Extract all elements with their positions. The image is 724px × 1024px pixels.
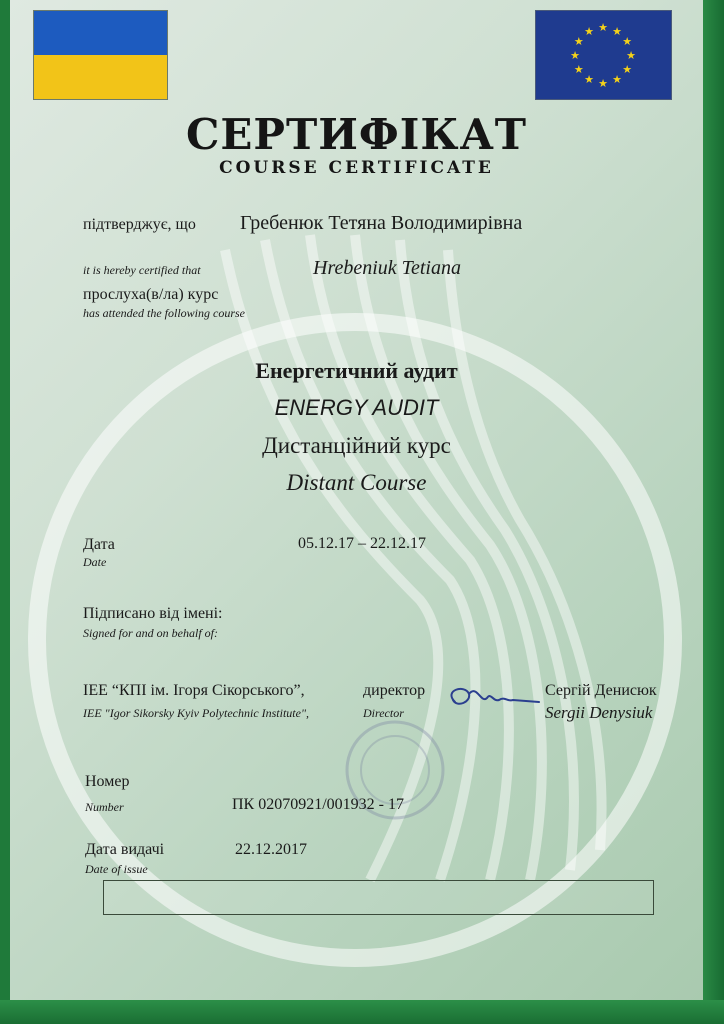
star-icon: ★	[622, 64, 633, 76]
signatory-name-en: Sergii Denysiuk	[545, 703, 653, 722]
eu-stars	[536, 11, 671, 99]
attended-label-ua: прослуха(в/ла) курс	[83, 286, 219, 303]
role-en: Director	[363, 706, 404, 720]
star-icon: ★	[612, 74, 622, 87]
course-type-en: Distant Course	[286, 470, 427, 495]
star-icon: ★	[584, 25, 594, 38]
course-title-en: ENERGY AUDIT	[274, 395, 439, 420]
date-label-en: Date	[83, 555, 107, 569]
ukraine-flag	[33, 10, 168, 100]
number-label-en: Number	[85, 800, 124, 814]
star-icon: ★	[622, 36, 633, 48]
star-icon: ★	[612, 25, 622, 38]
certificate-page	[10, 0, 703, 1000]
date-range-value: 05.12.17 – 22.12.17	[298, 535, 426, 552]
organization-en: IEE "Igor Sikorsky Kyiv Polytechnic Institute",	[83, 706, 310, 720]
issue-date-label-en: Date of issue	[85, 862, 148, 876]
certifies-label-en: it is hereby certified that	[83, 263, 201, 277]
recipient-name-ua: Гребенюк Тетяна Володимирівна	[240, 212, 523, 234]
recipient-name-en: Hrebeniuk Tetiana	[313, 257, 461, 279]
star-icon: ★	[598, 78, 608, 90]
signed-label-en: Signed for and on behalf of:	[83, 626, 218, 640]
star-icon: ★	[584, 74, 594, 87]
number-label-ua: Номер	[85, 773, 130, 790]
course-type-ua: Дистанційний курс	[262, 433, 451, 458]
date-label-ua: Дата	[83, 536, 115, 553]
frame-edge-right	[703, 0, 724, 1024]
role-ua: директор	[363, 682, 426, 699]
frame-edge-bottom	[0, 1000, 724, 1024]
page-title: СЕРТИФІКАТ	[185, 110, 528, 159]
star-icon: ★	[573, 64, 584, 76]
certifies-label-ua: підтверджує, що	[83, 216, 196, 233]
signatory-name-ua: Сергій Денисюк	[545, 682, 657, 699]
star-icon: ★	[626, 50, 636, 62]
issue-date-label-ua: Дата видачі	[85, 841, 165, 858]
star-icon: ★	[570, 50, 580, 62]
star-icon: ★	[573, 36, 584, 48]
certificate-number-value: ПК 02070921/001932 - 17	[232, 796, 404, 813]
page-subtitle: COURSE CERTIFICATE	[219, 158, 494, 178]
organization-ua: IEE “КПІ ім. Ігоря Сікорського”,	[83, 682, 305, 699]
course-title-ua: Енергетичний аудит	[255, 358, 458, 383]
empty-field-box	[103, 880, 654, 915]
star-icon: ★	[598, 22, 608, 34]
attended-label-en: has attended the following course	[83, 306, 245, 320]
issue-date-value: 22.12.2017	[235, 841, 307, 858]
signed-label-ua: Підписано від імені:	[83, 605, 223, 622]
handwritten-signature	[435, 680, 545, 716]
eu-flag	[535, 10, 672, 100]
